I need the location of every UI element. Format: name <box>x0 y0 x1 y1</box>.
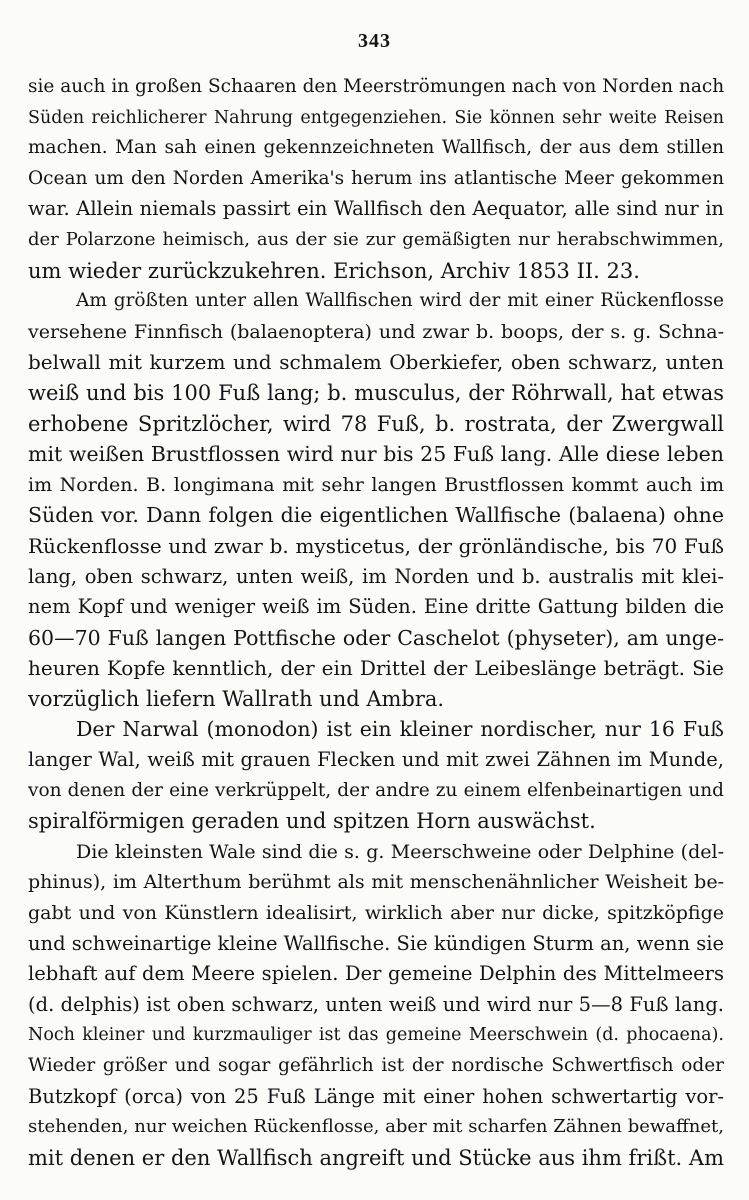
text-line: Süden vor. Dann folgen die eigentlichen Wallfische (balaena) ohne <box>28 503 724 528</box>
text-line: gabt und von Künstlern idealisirt, wirklich aber nur dicke, spitzköpfige <box>28 902 724 925</box>
text-line: lebhaft auf dem Meere spielen. Der gemeine Delphin des Mittelmeers <box>28 962 724 986</box>
text-line: im Norden. B. longimana mit sehr langen Brustflossen kommt auch im <box>28 473 724 496</box>
text-line: Rückenflosse und zwar b. mysticetus, der grönländische, bis 70 Fuß <box>28 533 724 558</box>
text-line: mit denen er den Wallfisch angreift und Stücke aus ihm frißt. Am <box>28 1145 724 1170</box>
text-line: phinus), im Alterthum berühmt als mit menschenähnlicher Weisheit be- <box>28 871 724 894</box>
text-line: Wieder größer und sogar gefährlich ist der nordische Schwertfisch oder <box>28 1055 724 1076</box>
text-line: langer Wal, weiß mit grauen Flecken und mit zwei Zähnen im Munde, <box>28 748 724 772</box>
text-line: von denen der eine verkrüppelt, der andre zu einem elfenbeinartigen und <box>28 779 724 801</box>
text-line: 60—70 Fuß langen Pottfische oder Caschelot (physeter), am unge- <box>28 625 724 650</box>
text-line: Süden reichlicherer Nahrung entgegenziehen. Sie können sehr weite Reisen <box>28 107 724 128</box>
text-line: mit weißen Brustflossen wird nur bis 25 Fuß lang. Alle diese leben <box>28 442 724 467</box>
page-number: 343 <box>358 30 391 52</box>
text-line: machen. Man sah einen gekennzeichneten Wallfisch, der aus dem stillen <box>28 137 724 159</box>
text-line: und schweinartige kleine Wallfische. Sie kündigen Sturm an, wenn sie <box>28 931 724 955</box>
body-text <box>28 72 724 1173</box>
text-line: belwall mit kurzem und schmalem Oberkiefer, oben schwarz, unten <box>28 350 724 375</box>
text-line: Butzkopf (orca) von 25 Fuß Länge mit einer hohen schwertartig vor- <box>28 1084 724 1108</box>
text-line: Die kleinsten Wale sind die s. g. Meerschweine oder Delphine (del- <box>76 840 724 863</box>
text-line: war. Allein niemals passirt ein Wallfisch den Aequator, alle sind nur in <box>28 197 724 221</box>
text-line: (d. delphis) ist oben schwarz, unten weiß und wird nur 5—8 Fuß lang. <box>28 992 724 1016</box>
text-line: Noch kleiner und kurzmauliger ist das gemeine Meerschwein (d. phocaena). <box>28 1025 724 1046</box>
text-line: sie auch in großen Schaaren den Meerströmungen nach von Norden nach <box>28 76 724 97</box>
text-line: Am größten unter allen Wallfischen wird der mit einer Rückenflosse <box>76 290 724 312</box>
text-line: versehene Finnfisch (balaenoptera) und zwar b. boops, der s. g. Schna- <box>28 320 724 343</box>
text-line: weiß und bis 100 Fuß lang; b. musculus, der Röhrwall, hat etwas <box>28 380 724 405</box>
text-line: stehenden, nur weichen Rückenflosse, aber mit scharfen Zähnen bewaffnet, <box>28 1116 724 1138</box>
text-line: um wieder zurückzukehren. Erichson, Archiv 1853 II. 23. <box>28 258 640 283</box>
text-line: vorzüglich liefern Wallrath und Ambra. <box>28 686 445 711</box>
text-line: erhobene Spritzlöcher, wird 78 Fuß, b. rostrata, der Zwergwall <box>28 411 724 436</box>
text-line: Ocean um den Norden Amerika's herum ins atlantische Meer gekommen <box>28 167 724 189</box>
text-line: nem Kopf und weniger weiß im Süden. Eine dritte Gattung bilden die <box>28 595 724 619</box>
text-line: lang, oben schwarz, unten weiß, im Norden und b. australis mit klei- <box>28 564 724 588</box>
text-line: der Polarzone heimisch, aus der sie zur gemäßigten nur herabschwimmen, <box>28 228 724 250</box>
text-line: heuren Kopfe kenntlich, der ein Drittel der Leibeslänge beträgt. Sie <box>28 656 724 681</box>
text-line: Der Narwal (monodon) ist ein kleiner nordischer, nur 16 Fuß <box>76 717 724 742</box>
text-line: spiralförmigen geraden und spitzen Horn auswächst. <box>28 809 596 834</box>
